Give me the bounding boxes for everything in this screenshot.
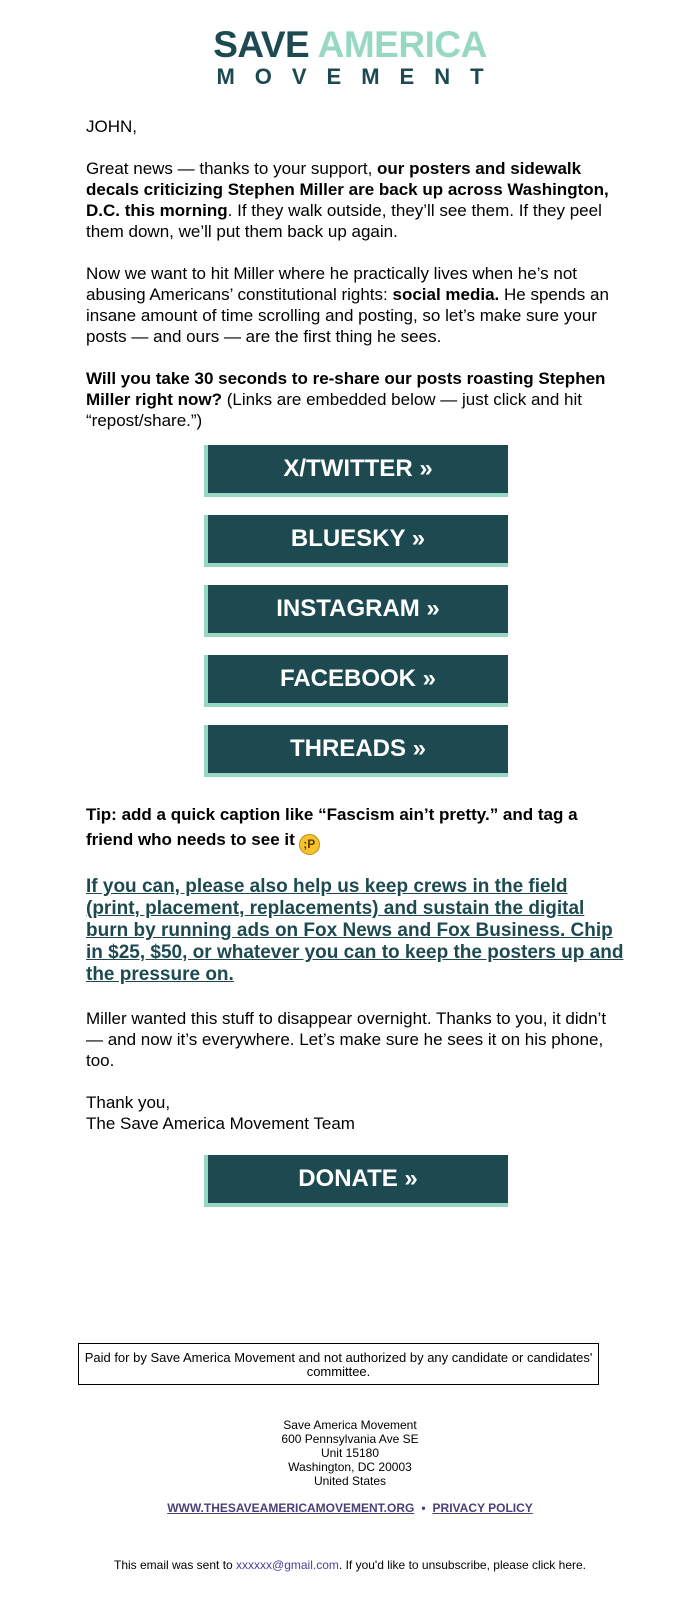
- address-line-2: 600 Pennsylvania Ave SE: [281, 1432, 419, 1446]
- footer-links: [0, 1501, 700, 1515]
- bluesky-button-frame: [204, 515, 508, 567]
- address-line-1: Save America Movement: [283, 1418, 417, 1432]
- unsubscribe-notice: [0, 1558, 700, 1572]
- website-link[interactable]: WWW.THESAVEAMERICAMOVEMENT.ORG: [167, 1501, 415, 1515]
- threads-button-frame: [204, 725, 508, 777]
- greeting: JOHN,: [86, 117, 137, 136]
- address-line-3: Unit 15180: [320, 1446, 380, 1460]
- privacy-policy-link[interactable]: PRIVACY POLICY: [432, 1501, 533, 1515]
- signoff-block: [86, 1092, 626, 1134]
- share-buttons: [86, 445, 626, 777]
- logo-wordmark: [0, 26, 700, 64]
- paragraph-1: [86, 158, 626, 242]
- winking-tongue-emoji-icon: ;P: [299, 834, 320, 855]
- instagram-share-button[interactable]: INSTAGRAM »: [208, 585, 508, 633]
- unsubscribe-text-start: This email was sent to: [113, 1558, 237, 1572]
- recipient-email-link[interactable]: xxxxxx@gmail.com: [236, 1558, 339, 1572]
- signoff: Thank you,: [86, 1093, 171, 1112]
- paragraph-4: Miller wanted this stuff to disappear overnight. Thanks to you, it didn’t — and now it’s everywhere. Let’s make sure he sees it on his phone, too.: [86, 1009, 607, 1070]
- paragraph-3-end: (Links are embedded below — just click and hit “repost/share.”): [86, 390, 583, 430]
- donate-text-link[interactable]: If you can, please also help us keep crews in the field (print, placement, replacements) and sustain the digital burn by running ads on Fox News and Fox Business. Chip in $25, $50, or whatever you can to keep the posters up and the pressure on.: [86, 876, 624, 985]
- facebook-share-button[interactable]: FACEBOOK »: [208, 655, 508, 703]
- paragraph-3-bold: Will you take 30 seconds to re-share our posts roasting Stephen Miller right now?: [86, 369, 606, 409]
- instagram-button-frame: [204, 585, 508, 637]
- paragraph-3: [86, 368, 626, 431]
- paid-for-disclaimer: Paid for by Save America Movement and not authorized by any candidate or candidates' committee.: [78, 1343, 599, 1385]
- paragraph-2-end: He spends an insane amount of time scrolling and posting, so let’s make sure your posts — and ours — are the first thing he sees.: [86, 285, 609, 346]
- address-line-5: United States: [313, 1474, 387, 1488]
- tip-text: [86, 802, 626, 855]
- paragraph-1-bold: our posters and sidewalk decals criticizing Stephen Miller are back up across Washington, D.C. this morning: [86, 159, 609, 220]
- mailing-address: [0, 1418, 700, 1488]
- donate-button-frame: [204, 1155, 508, 1207]
- facebook-button-frame: [204, 655, 508, 707]
- bluesky-share-button[interactable]: BLUESKY »: [208, 515, 508, 563]
- logo-word-america: AMERICA: [317, 24, 487, 65]
- signature: The Save America Movement Team: [86, 1114, 355, 1133]
- logo: [0, 26, 700, 90]
- twitter-button-frame: [204, 445, 508, 497]
- twitter-share-button[interactable]: X/TWITTER »: [208, 445, 508, 493]
- email-body: [86, 116, 626, 1225]
- logo-word-save: SAVE: [213, 24, 310, 65]
- tip-text-body: Tip: add a quick caption like “Fascism ain’t pretty.” and tag a friend who needs to see it: [86, 805, 578, 849]
- address-line-4: Washington, DC 20003: [288, 1460, 412, 1474]
- paragraph-2-start: Now we want to hit Miller where he practically lives when he’s not abusing Americans’ constitutional rights:: [86, 264, 578, 304]
- threads-share-button[interactable]: THREADS »: [208, 725, 508, 773]
- unsubscribe-text-end[interactable]: . If you'd like to unsubscribe, please click here.: [338, 1558, 586, 1572]
- paragraph-2-bold: social media.: [392, 285, 500, 304]
- paragraph-2: [86, 263, 626, 347]
- paragraph-1-start: Great news — thanks to your support,: [86, 159, 378, 178]
- donate-button[interactable]: DONATE »: [208, 1155, 508, 1203]
- logo-word-movement: MOVEMENT: [216, 64, 504, 89]
- paragraph-1-end: . If they walk outside, they’ll see them. If they peel them down, we’ll put them back up again.: [86, 201, 602, 241]
- footer-separator: •: [421, 1501, 426, 1515]
